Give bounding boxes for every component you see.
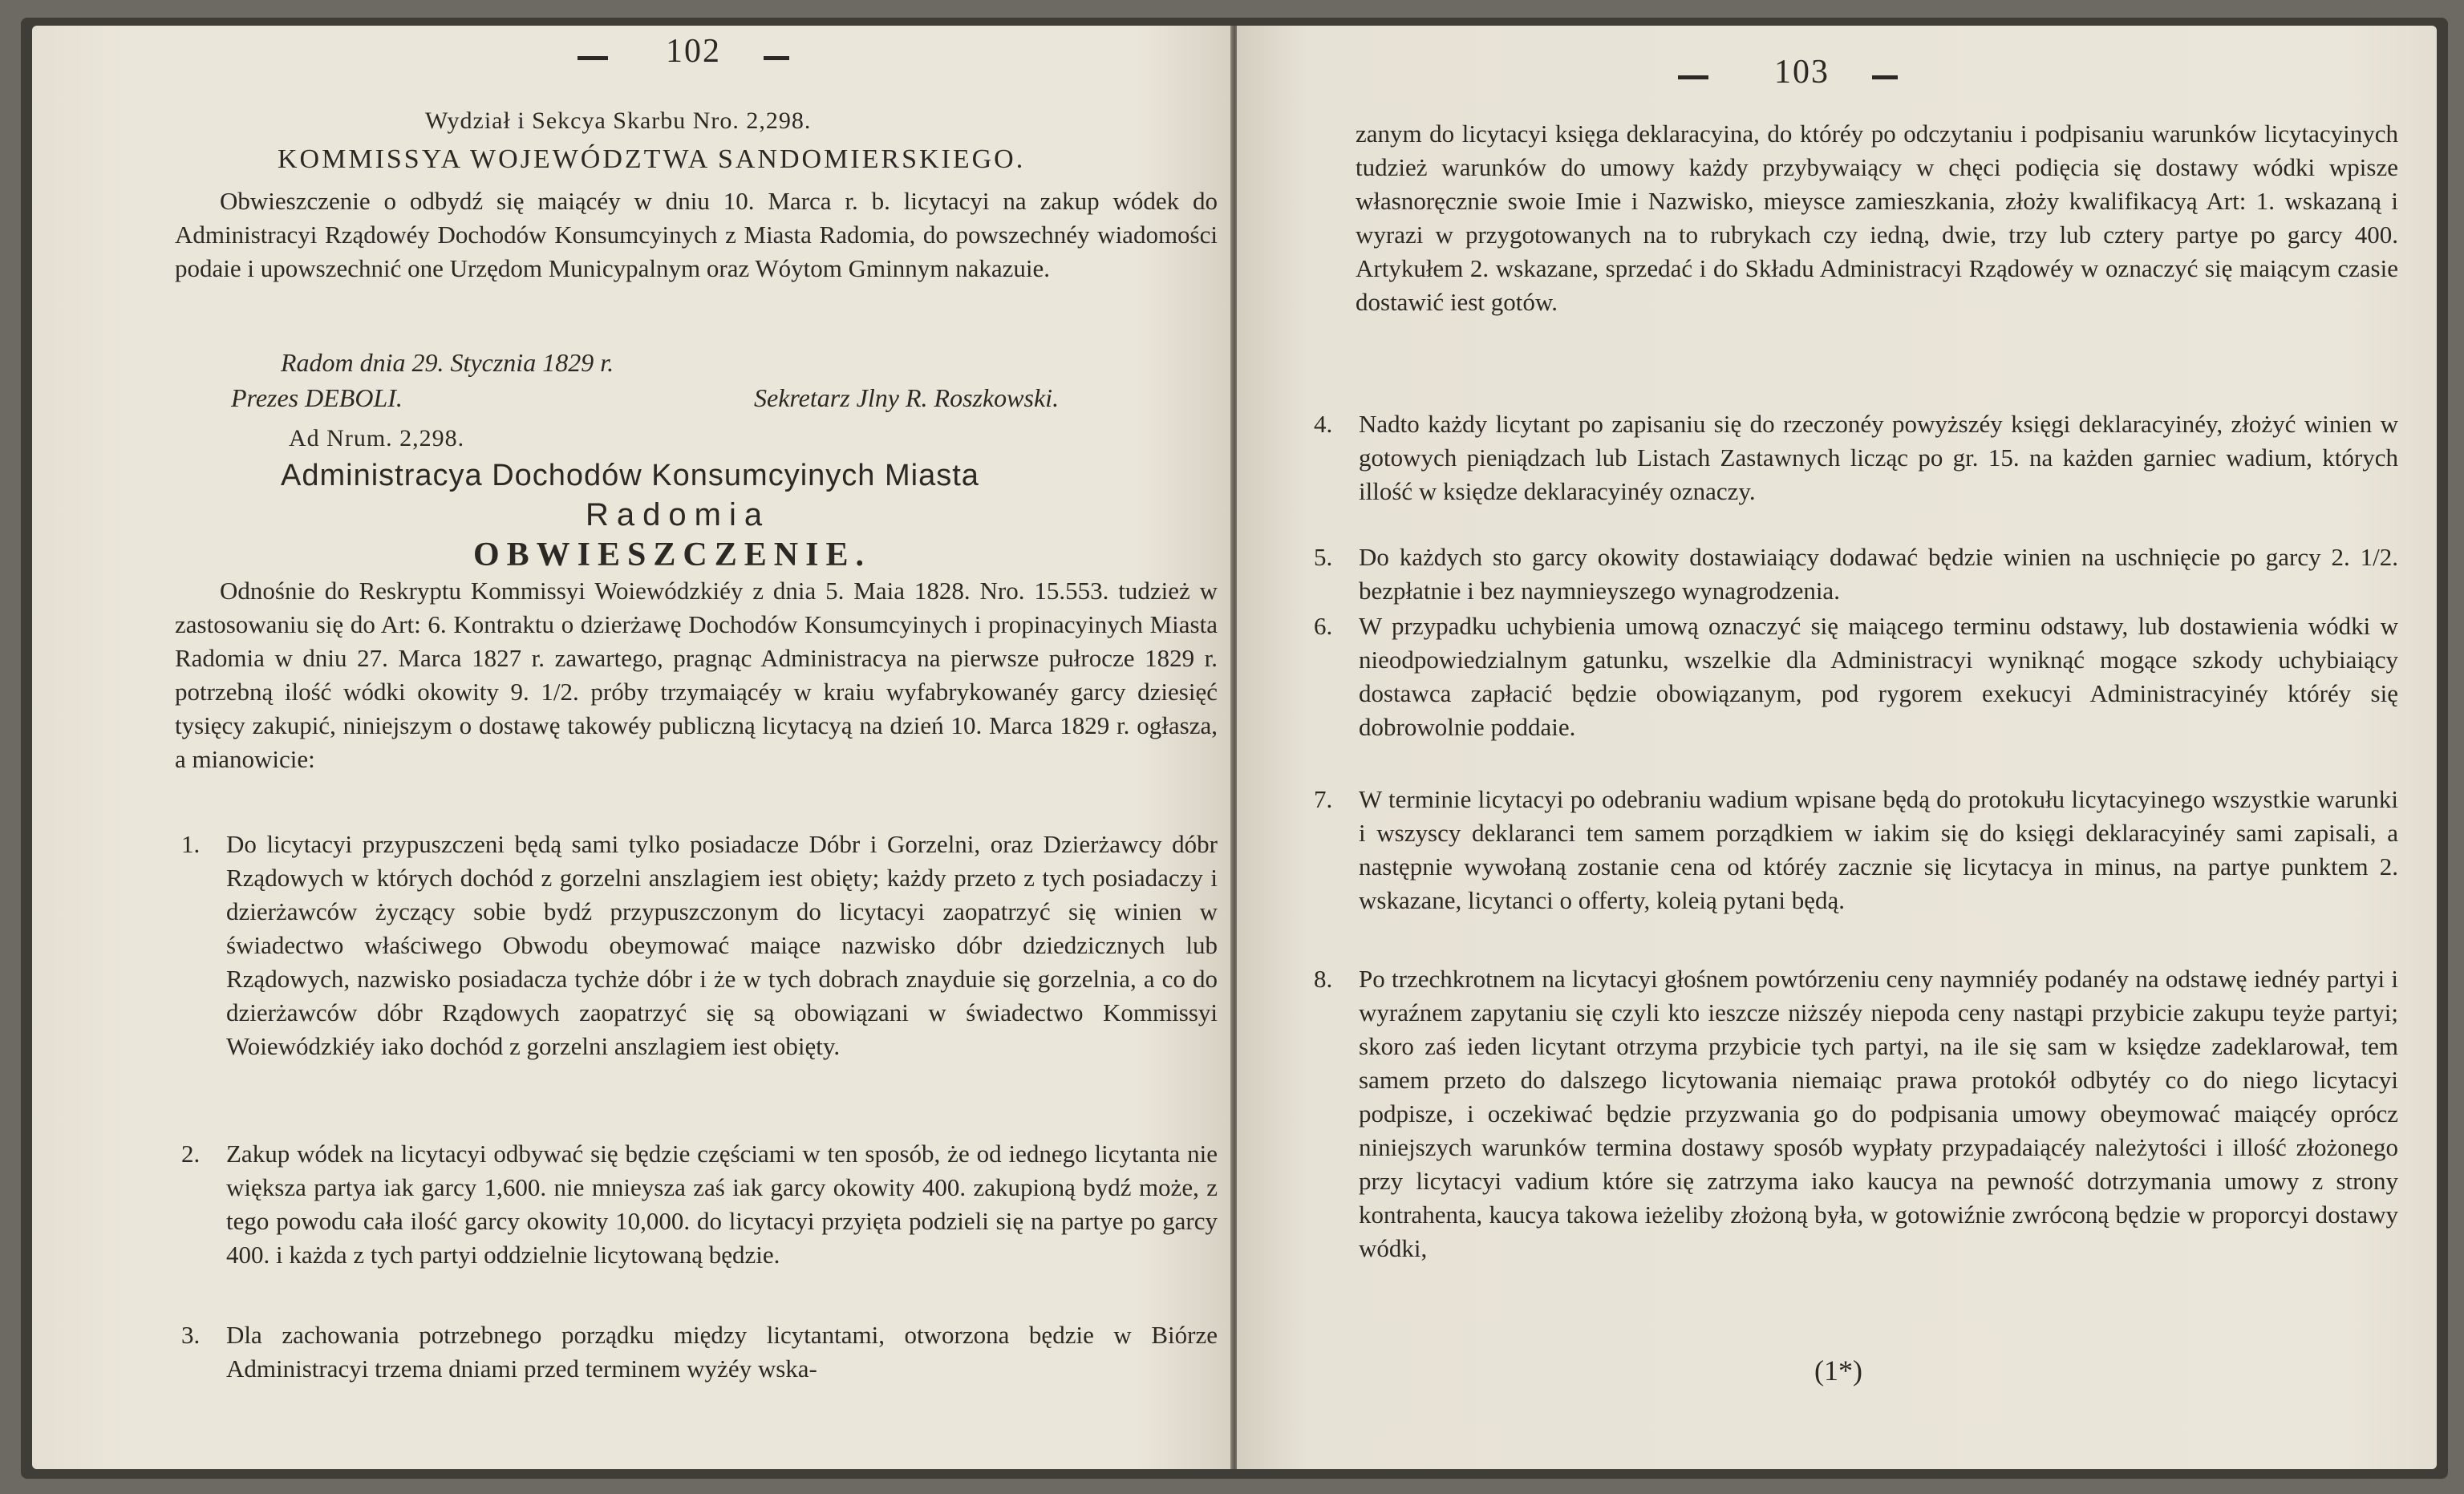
obwieszczenie-heading: OBWIESZCZENIE. xyxy=(473,536,871,573)
item-text: Zakup wódek na licytacyi odbywać się będzie częściami w ten sposób, że od iednego licytanta nie większa partya iak garcy 1,600. nie mnieysza zaś iak garcy okowity 400. zakupioną bydź może, z tego powodu cała ilość garcy okowity 10,000. do licytacyi przyięta podzieli się na partye po garcy 400. i każda z tych partyi oddzielnie licytowaną będzie. xyxy=(226,1140,1218,1269)
item-text: Po trzechkrotnem na licytacyi głośnem powtórzeniu ceny naymniéy podanéy na odstawę iednéy partyi i wyraźnem zapytaniu się czyli kto ieszcze niższéy niepoda ceny nastąpi przybicie zakupu teyże partyi; skoro zaś ieden licytant otrzyma przybicie tych partyi, na ile się sam w księdze zadeklarował, tem samem przeto do dalszego licytowania niemaiąc prawa protokół odbytéy co do niego licytacyi podpisze, i oczekiwać będzie przyzwania go do podpisania umowy obeymować maiącéy oprócz niniejszych warunków termina dostawy sposób wypłaty przypadaiącéy należytości i illość złożonego przy licytacyi vadium które się zatrzyma iako kaucya na pewność dotrzymania umowy z strony kontrahenta, kaucya takowa ieżeliby złożoną była, w gotowiźnie zwróconą będzie w proporcyi dostawy wódki, xyxy=(1359,965,2398,1262)
item-number: 4. xyxy=(1314,410,1333,438)
page-number: 102 xyxy=(666,33,721,70)
item-text: W przypadku uchybienia umową oznaczyć się maiącego terminu odstawy, lub dostawienia wódki w nieodpowiedzialnym gatunku, wszelkie dla Administracyi wyniknąć mogące szkody uchybiaiący dostawca zapłacić będzie obowiązanym, pod rygorem exekucyi Administracyinéy któréy się dobrowolnie poddaie. xyxy=(1359,612,2398,741)
list-item xyxy=(1314,541,2398,608)
administration-title: Administracya Dochodów Konsumcyinych Miasta xyxy=(281,459,979,492)
intro-paragraph: Odnośnie do Reskryptu Kommissyi Woiewódzkiéy z dnia 5. Maia 1828. Nro. 15.553. tudzież w zastosowaniu się do Art: 6. Kontraktu o dzierżawę Dochodów Konsumcyinych i propinacyinych Miasta Radomia w dniu 27. Marca 1827 r. zawartego, pragnąc Administracya na pierwsze pułrocze 1829 r. potrzebną ilość wódki okowity 9. 1/2. próby trzymaiącéy w kraiu wyfabrykowanéy garcy dziesięć tysięcy zakupić, niniejszym o dostawę takowéy publiczną licytacyą na dzień 10. Marca 1829 r. ogłasza, a mianowicie: xyxy=(175,577,1218,773)
item-number: 1. xyxy=(181,830,201,858)
item-number: 2. xyxy=(181,1140,201,1168)
item-text: Do każdych sto garcy okowity dostawiaiący dodawać będzie winien na uschnięcie po garcy 2. 1/2. bezpłatnie i bez naymnieyszego wynagrodzenia. xyxy=(1359,543,2398,605)
page-number-dash xyxy=(1872,75,1898,79)
list-item xyxy=(1314,783,2398,917)
president-signature: Prezes DEBOLI. xyxy=(231,383,403,412)
secretary-signature: Sekretarz Jlny R. Roszkowski. xyxy=(754,383,1060,412)
city-heading: Radomia xyxy=(586,497,771,532)
page-number-dash xyxy=(578,56,608,60)
list-item xyxy=(181,828,1218,1063)
notice-paragraph: Obwieszczenie o odbydź się maiącéy w dniu 10. Marca r. b. licytacyi na zakup wódek do Administracyi Rządowéy Dochodów Konsumcyinych z Miasta Radomia, do powszechnéy wiadomości podaie i upowszechnić one Urzędom Municypalnym oraz Wóytom Gminnym nakazuie. xyxy=(175,187,1218,282)
list-item xyxy=(1314,962,2398,1265)
list-item xyxy=(181,1318,1218,1386)
dateline: Radom dnia 29. Stycznia 1829 r. xyxy=(281,348,614,377)
item-text: Do licytacyi przypuszczeni będą sami tylko posiadacze Dóbr i Gorzelni, oraz Dzierżawcy dóbr Rządowych w których dochód z gorzelni anszlagiem iest obięty; każdy przeto z tych posiadaczy i dzierżawców życzący sobie bydź przypuszczonym do licytacyi zaopatrzyć się winien w świadectwo właściwego Obwodu obeymować maiące nazwisko dóbr dziedzicznych lub Rządowych, nazwisko posiadacza tychże dóbr i że w tych dobrach znayduie się gorzelnia, a co do dzierżawców dóbr Rządowych zaopatrzyć się są obowiązani w świadectwo Kommissyi Woiewódzkiéy iako dochód z gorzelni anszlagiem iest obięty. xyxy=(226,830,1218,1060)
right-page xyxy=(1237,26,2437,1469)
item-text: W terminie licytacyi po odebraniu wadium wpisane będą do protokułu licytacyinego wszystkie warunki i wszyscy deklaranci tem samem porządkiem w iakim się do księgi deklaracyinéy sami zapisali, a następnie wywołaną zostanie cena od któréy zacznie się licytacya in minus, na partye punktem 2. wskazane, licytanci o offerty, koleią pytani będą. xyxy=(1359,785,2398,914)
item-number: 6. xyxy=(1314,612,1333,640)
signature-mark: (1*) xyxy=(1814,1354,1862,1387)
department-header: Wydział i Sekcya Skarbu Nro. 2,298. xyxy=(425,107,812,134)
item-text: Dla zachowania potrzebnego porządku między licytantami, otworzona będzie w Biórze Administracyi trzema dniami przed terminem wyżéy wska- xyxy=(226,1321,1218,1383)
list-item xyxy=(1314,609,2398,744)
page-number: 103 xyxy=(1774,54,1830,91)
commission-heading: KOMMISSYA WOJEWÓDZTWA SANDOMIERSKIEGO. xyxy=(278,144,1026,174)
continuation-paragraph: zanym do licytacyi księga deklaracyina, do któréy po odczytaniu i podpisaniu warunków licytacyinych tudzież warunków do umowy każdy przybywaiący w chęci podięcia się dostawy wódki wpisze własnoręcznie swoie Imie i Nazwisko, mieysce zamieszkania, złoży kwalifikacyą Art: 1. wskazaną i wyrazi w przygotowanych na to rubrykach czy iedną, dwie, trzy lub cztery partye po garcy 400. Artykułem 2. wskazane, sprzedać i do Składu Administracyi Rządowéy w oznaczyć się maiącym czasie dostawić iest gotów. xyxy=(1356,119,2398,316)
ad-number: Ad Nrum. 2,298. xyxy=(289,425,465,451)
item-text: Nadto każdy licytant po zapisaniu się do rzeczonéy powyższéy księgi deklaracyinéy, złożyć winien w gotowych pieniądzach lub Listach Zastawnych licząc po gr. 15. na każden garniec wadium, których illość w księdze deklaracyinéy oznaczy. xyxy=(1359,410,2398,505)
item-number: 7. xyxy=(1314,785,1333,813)
item-number: 8. xyxy=(1314,965,1333,993)
book-spread xyxy=(21,18,2448,1479)
item-number: 3. xyxy=(181,1321,201,1349)
page-number-dash xyxy=(1678,75,1708,79)
list-item xyxy=(1314,407,2398,508)
item-number: 5. xyxy=(1314,543,1333,571)
list-item xyxy=(181,1137,1218,1272)
left-page xyxy=(32,26,1232,1469)
page-number-dash xyxy=(764,56,789,60)
